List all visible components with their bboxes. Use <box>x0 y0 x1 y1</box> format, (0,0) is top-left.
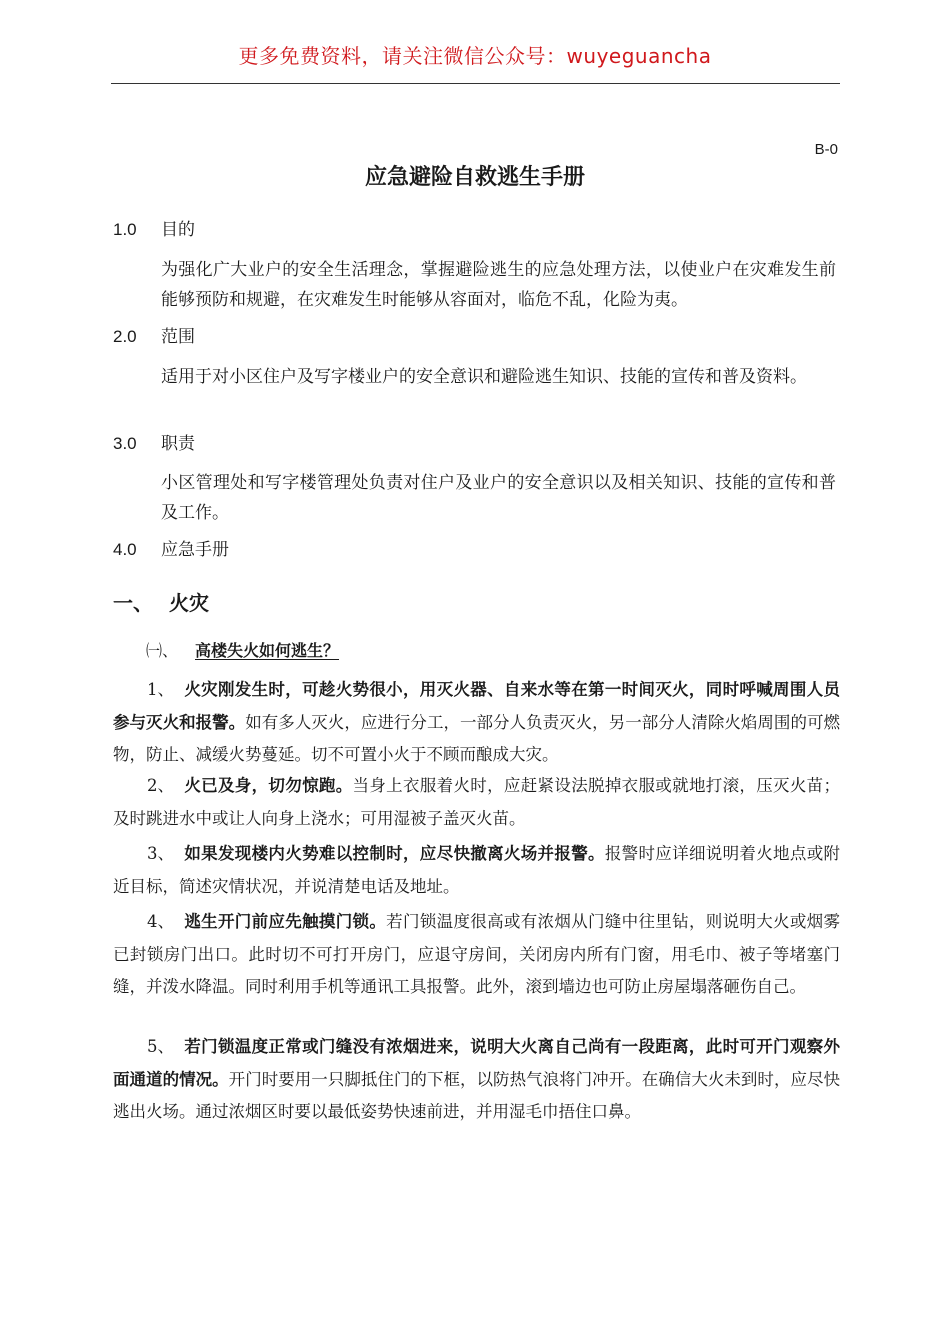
section-label: 应急手册 <box>161 540 229 560</box>
list-item: 4、 逃生开门前应先触摸门锁。若门锁温度很高或有浓烟从门缝中往里钻，则说明大火或烟雾已封锁房门出口。此时切不可打开房门，应退守房间，关闭房内所有门窗，用毛巾、被子等堵塞门缝，并泼水降温。同时利用手机等通讯工具报警。此外，滚到墙边也可防止房屋塌落砸伤自己。 <box>113 912 841 996</box>
subsection-heading <box>146 638 339 661</box>
section-number: 4.0 <box>113 540 137 559</box>
section-label: 范围 <box>161 327 195 347</box>
chapter-number: 一、 <box>113 591 153 615</box>
chapter-heading-fire <box>113 587 209 616</box>
section-number: 3.0 <box>113 434 137 453</box>
section-body-scope: 适用于对小区住户及写字楼业户的安全意识和避险逃生知识、技能的宣传和普及资料。 <box>161 367 807 387</box>
promo-banner: 更多免费资料，请关注微信公众号：wuyeguancha <box>238 44 712 68</box>
chapter-title: 火灾 <box>169 591 209 615</box>
list-item: 5、 若门锁温度正常或门缝没有浓烟进来，说明大火离自己尚有一段距离，此时可开门观察外面通道的情况。开门时要用一只脚抵住门的下框，以防热气浪将门冲开。在确信大火未到时，应尽快逃出火场。通过浓烟区时要以最低姿势快速前进，并用湿毛巾捂住口鼻。 <box>113 1037 841 1121</box>
section-body-purpose: 为强化广大业户的安全生活理念，掌握避险逃生的应急处理方法，以使业户在灾难发生前能够预防和规避，在灾难发生时能够从容面对，临危不乱，化险为夷。 <box>161 260 836 310</box>
section-number: 2.0 <box>113 327 137 346</box>
section-body-responsibility: 小区管理处和写字楼管理处负责对住户及业户的安全意识以及相关知识、技能的宣传和普及工作。 <box>161 473 836 523</box>
section-heading-purpose <box>113 216 195 244</box>
section-label: 目的 <box>161 220 195 240</box>
page-title: 应急避险自救逃生手册 <box>364 165 585 190</box>
list-item: 1、 火灾刚发生时，可趁火势很小，用灭火器、自来水等在第一时间灭火，同时呼喊周围人员参与灭火和报警。如有多人灭火，应进行分工，一部分人负责灭火，另一部分人清除火焰周围的可燃物，防止、减缓火势蔓延。切不可置小火于不顾而酿成大灾。 <box>113 680 841 764</box>
subsection-number: ㈠、 <box>146 641 179 660</box>
header-divider <box>111 83 840 84</box>
section-heading-manual <box>113 536 229 564</box>
section-heading-scope <box>113 323 195 351</box>
list-item: 2、 火已及身，切勿惊跑。当身上衣服着火时，应赶紧设法脱掉衣服或就地打滚，压灭火苗；及时跳进水中或让人向身上浇水；可用湿被子盖灭火苗。 <box>113 776 841 828</box>
section-number: 1.0 <box>113 220 137 239</box>
document-code: B-0 <box>814 141 838 158</box>
list-item: 3、 如果发现楼内火势难以控制时，应尽快撤离火场并报警。报警时应详细说明着火地点或附近目标，简述灾情状况，并说清楚电话及地址。 <box>113 844 841 896</box>
section-heading-responsibility <box>113 430 195 458</box>
subsection-title: 高楼失火如何逃生？ <box>195 641 340 660</box>
section-label: 职责 <box>161 434 195 454</box>
